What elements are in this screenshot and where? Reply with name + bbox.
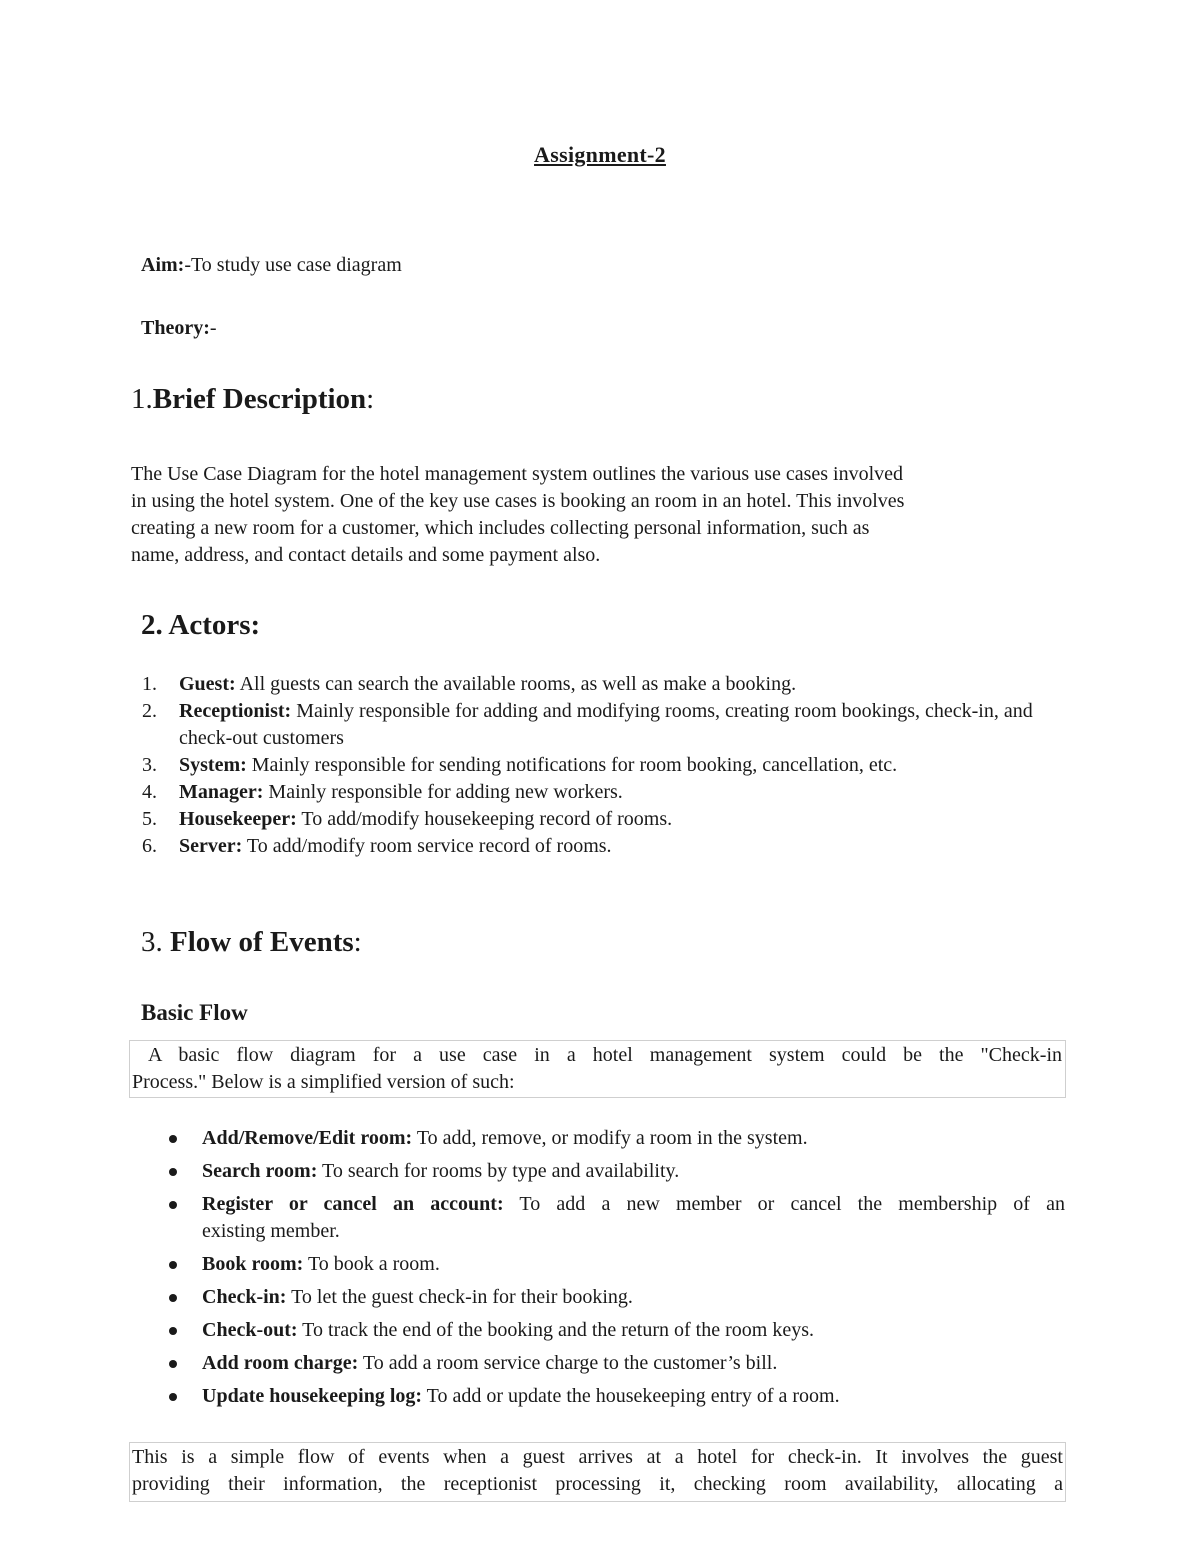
actor-name: Receptionist:	[179, 700, 292, 722]
bullet-icon	[169, 1393, 177, 1401]
paragraph-line: name, address, and contact details and some payment also.	[131, 544, 601, 566]
bullet-icon	[169, 1201, 177, 1209]
flow-item-name: Check-in:	[202, 1286, 287, 1308]
list-item	[131, 833, 1071, 860]
list-item	[131, 752, 1071, 779]
bullet-icon	[169, 1168, 177, 1176]
list-item	[165, 1125, 1065, 1152]
list-number: 6.	[142, 835, 157, 857]
actor-desc: Mainly responsible for sending notifications for room booking, cancellation, etc.	[246, 754, 898, 776]
flow-item-desc: To add a new member or cancel the membership of an	[503, 1193, 1066, 1215]
list-number: 4.	[142, 781, 157, 803]
flow-item-name: Search room:	[202, 1160, 318, 1182]
paragraph-line: The Use Case Diagram for the hotel management system outlines the various use cases involved	[131, 463, 904, 485]
list-number: 5.	[142, 808, 157, 830]
section3-heading	[141, 926, 362, 959]
actor-name: Housekeeper:	[179, 808, 297, 830]
paragraph-line: creating a new room for a customer, which includes collecting personal information, such as	[131, 517, 870, 539]
flow-item-desc: To add a room service charge to the customer’s bill.	[358, 1352, 778, 1374]
bullet-icon	[169, 1261, 177, 1269]
basic-flow-subheading: Basic Flow	[141, 1000, 248, 1025]
list-item	[131, 671, 1071, 698]
flow-item-desc-continued: existing member.	[202, 1220, 340, 1242]
actor-name: System:	[179, 754, 247, 776]
theory-text: -	[209, 317, 217, 339]
list-item	[165, 1191, 1065, 1245]
bullet-icon	[169, 1135, 177, 1143]
list-item	[165, 1158, 1065, 1185]
section3-title: Flow of Events	[170, 926, 354, 958]
section1-number: 1.	[131, 383, 153, 415]
list-item	[165, 1317, 1065, 1344]
actor-desc: Mainly responsible for adding new workers.	[263, 781, 623, 803]
flow-item-name: Check-out:	[202, 1319, 298, 1341]
list-item	[165, 1383, 1065, 1410]
theory-label: Theory:	[141, 317, 210, 339]
flow-item-name: Add room charge:	[202, 1352, 359, 1374]
list-item	[165, 1251, 1065, 1278]
basic-flow-list	[165, 1125, 1065, 1416]
flow-item-desc: To track the end of the booking and the return of the room keys.	[297, 1319, 814, 1341]
closing-paragraph-box	[129, 1442, 1066, 1502]
intro-line: Process." Below is a simplified version of such:	[132, 1071, 515, 1093]
section2-heading: 2. Actors:	[141, 609, 261, 641]
brief-description-paragraph	[131, 461, 1051, 569]
flow-item-name: Add/Remove/Edit room:	[202, 1127, 413, 1149]
list-item	[165, 1284, 1065, 1311]
theory-line	[141, 317, 217, 340]
list-item	[131, 698, 1071, 752]
closing-line: providing their information, the receptionist processing it, checking room availability, allocating a	[132, 1473, 1063, 1495]
flow-item-desc: To book a room.	[303, 1253, 440, 1275]
flow-item-name: Register or cancel an account:	[202, 1193, 504, 1215]
list-number: 2.	[142, 700, 157, 722]
list-number: 1.	[142, 673, 157, 695]
flow-item-desc: To let the guest check-in for their booking.	[286, 1286, 633, 1308]
page-title: Assignment-2	[534, 142, 666, 167]
bullet-icon	[169, 1327, 177, 1335]
flow-item-name: Book room:	[202, 1253, 304, 1275]
aim-line	[141, 254, 402, 277]
actors-list	[131, 671, 1071, 860]
flow-item-desc: To add or update the housekeeping entry of a room.	[422, 1385, 840, 1407]
section1-title: Brief Description	[152, 383, 367, 415]
section1-heading	[131, 383, 374, 416]
flow-item-desc: To search for rooms by type and availability.	[317, 1160, 680, 1182]
list-item	[165, 1350, 1065, 1377]
flow-item-desc: To add, remove, or modify a room in the system.	[412, 1127, 808, 1149]
section3-number: 3.	[141, 926, 170, 958]
list-item	[131, 806, 1071, 833]
section3-colon: :	[353, 926, 362, 958]
flow-item-first-line	[202, 1191, 1065, 1218]
actor-desc: To add/modify room service record of rooms.	[242, 835, 612, 857]
aim-text: -To study use case diagram	[184, 254, 402, 276]
actor-desc: Mainly responsible for adding and modifying rooms, creating room bookings, check-in, and check-out customers	[179, 700, 1033, 749]
list-item	[131, 779, 1071, 806]
actor-name: Server:	[179, 835, 243, 857]
basic-flow-intro-box	[129, 1040, 1066, 1098]
paragraph-line: in using the hotel system. One of the key use cases is booking an room in an hotel. This involves	[131, 490, 905, 512]
actor-name: Guest:	[179, 673, 236, 695]
bullet-icon	[169, 1360, 177, 1368]
aim-label: Aim:	[141, 254, 185, 276]
flow-item-name: Update housekeeping log:	[202, 1385, 423, 1407]
closing-line: This is a simple flow of events when a guest arrives at a hotel for check-in. It involves the guest	[132, 1446, 1063, 1468]
section1-colon: :	[366, 383, 375, 415]
bullet-icon	[169, 1294, 177, 1302]
actor-name: Manager:	[179, 781, 264, 803]
actor-desc: All guests can search the available rooms, as well as make a booking.	[235, 673, 797, 695]
list-number: 3.	[142, 754, 157, 776]
actor-desc: To add/modify housekeeping record of rooms.	[296, 808, 673, 830]
intro-line: A basic flow diagram for a use case in a hotel management system could be the "Check-in	[132, 1044, 1062, 1066]
